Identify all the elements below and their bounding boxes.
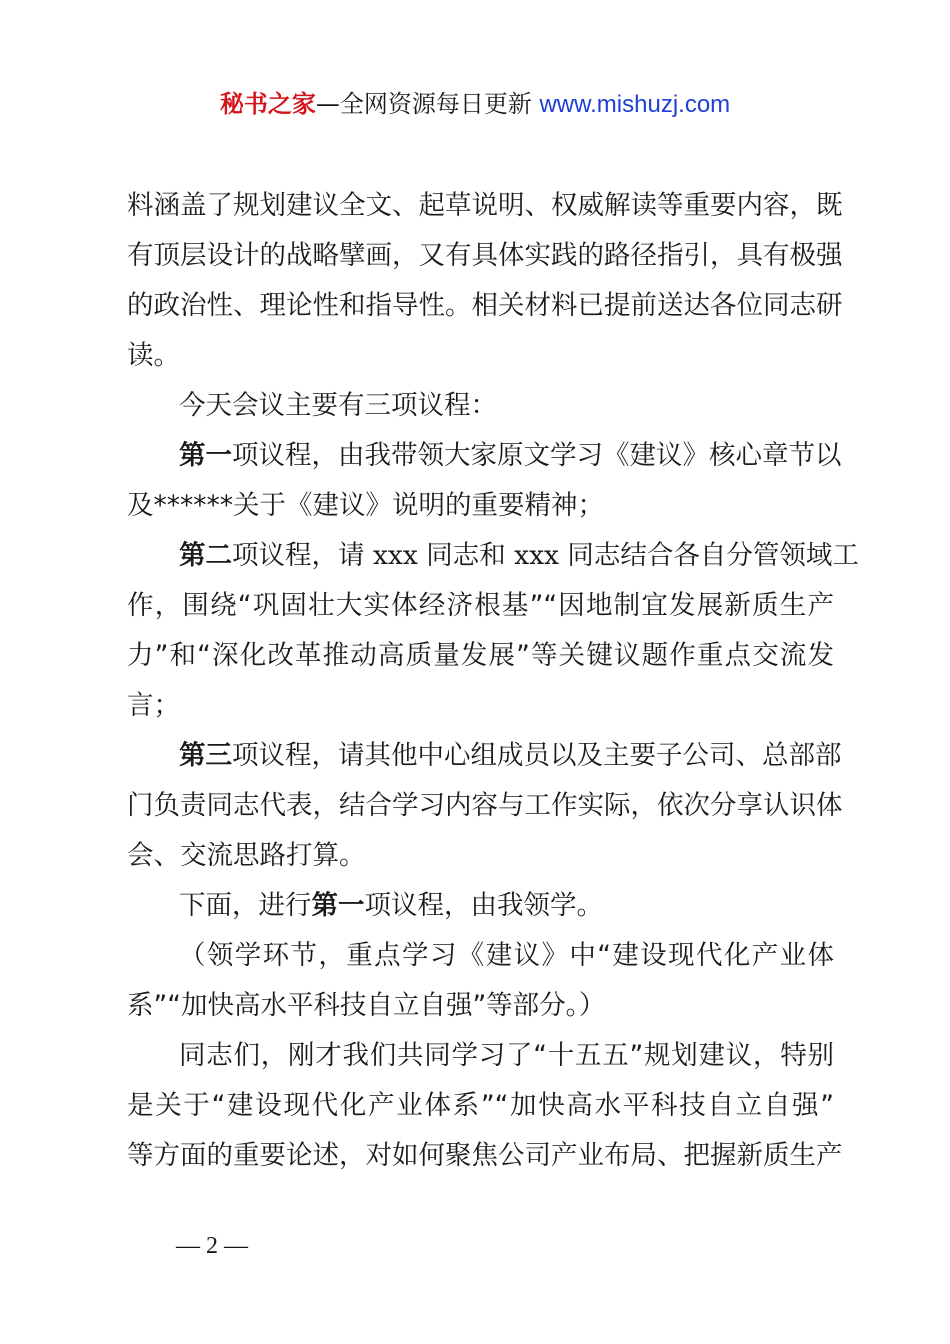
name-placeholder: xxx	[514, 540, 559, 571]
paragraph-text: 同志结合各自分管领域工	[558, 540, 859, 571]
brand-name: 秘书之家	[219, 90, 316, 118]
paragraph-line: 言；	[127, 690, 180, 721]
paragraph-text: 项议程，请	[232, 540, 373, 571]
paragraph-line: 读。	[127, 340, 180, 371]
paragraph-line: 今天会议主要有三项议程：	[179, 390, 497, 421]
agenda-item-2	[127, 531, 859, 581]
paragraph-text: 同志和	[417, 540, 515, 571]
paragraph-line: 及******关于《建议》说明的重要精神；	[127, 490, 604, 521]
paragraph-line	[127, 881, 834, 931]
paragraph-line: 有顶层设计的战略擘画，又有具体实践的路径指引，具有极强	[127, 240, 843, 271]
agenda-ordinal: 第一	[179, 440, 232, 471]
paragraph-text: 项议程，由我带领大家原文学习《建议》核心章节以	[232, 440, 842, 471]
agenda-item-1	[127, 431, 842, 481]
document-body	[127, 181, 859, 1181]
agenda-item-3	[127, 731, 842, 781]
paragraph-line: 会、交流思路打算。	[127, 840, 366, 871]
page-number: — 2 —	[176, 1233, 248, 1259]
paragraph-line: 是关于“建设现代化产业体系”“加快高水平科技自立自强”	[127, 1090, 834, 1121]
paragraph-line: （领学环节，重点学习《建议》中“建设现代化产业体	[179, 940, 834, 971]
site-url-link[interactable]: www.mishuzj.com	[539, 91, 731, 118]
header-tagline: —全网资源每日更新	[315, 90, 540, 118]
paragraph-line: 同志们，刚才我们共同学习了“十五五”规划建议，特别	[179, 1040, 834, 1071]
name-placeholder: xxx	[372, 540, 418, 571]
agenda-ordinal: 第二	[179, 540, 232, 571]
agenda-ordinal: 第三	[179, 740, 232, 771]
paragraph-text: 项议程，由我领学。	[364, 890, 603, 921]
paragraph-text: 下面，进行	[179, 890, 312, 921]
paragraph-line: 的政治性、理论性和指导性。相关材料已提前送达各位同志研	[127, 290, 843, 321]
paragraph-text: 项议程，请其他中心组成员以及主要子公司、总部部	[232, 740, 842, 771]
site-header	[0, 86, 950, 123]
paragraph-line: 料涵盖了规划建议全文、起草说明、权威解读等重要内容，既	[127, 190, 843, 221]
paragraph-line: 等方面的重要论述，对如何聚焦公司产业布局、把握新质生产	[127, 1140, 843, 1171]
paragraph-line: 作，围绕“巩固壮大实体经济根基”“因地制宜发展新质生产	[127, 590, 834, 621]
agenda-ordinal: 第一	[311, 890, 365, 921]
paragraph-line: 系”“加快高水平科技自立自强”等部分。）	[127, 990, 606, 1021]
paragraph-line: 门负责同志代表，结合学习内容与工作实际，依次分享认识体	[127, 790, 843, 821]
paragraph-line: 力”和“深化改革推动高质量发展”等关键议题作重点交流发	[127, 640, 834, 671]
